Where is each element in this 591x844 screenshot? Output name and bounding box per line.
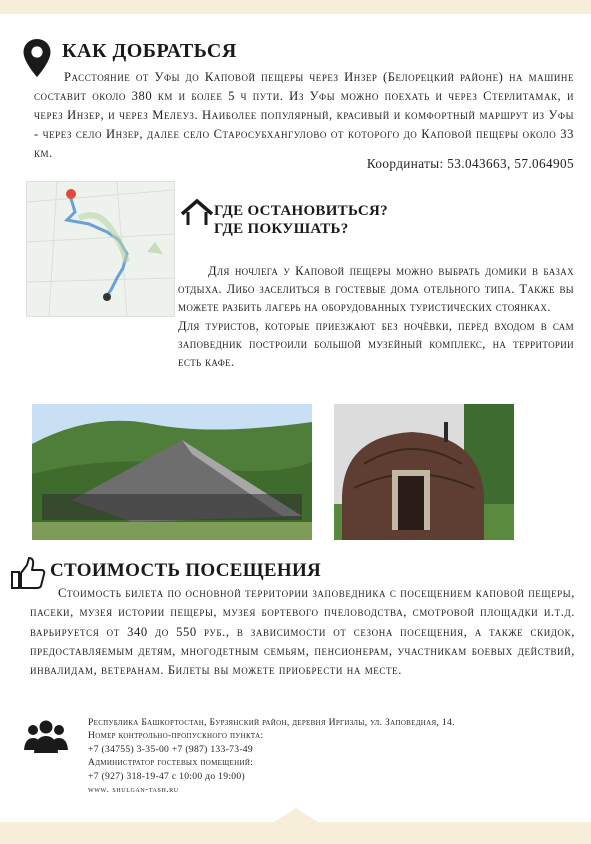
route-map-image: [26, 181, 175, 317]
how-paragraph: [34, 68, 574, 163]
stay-title-line2: ГДЕ ПОКУШАТЬ?: [214, 221, 349, 237]
cost-text: Стоимость билета по основной территории заповедника с посещением каповой пещеры, пасеки, музея истории пещеры, музея бортевого пчеловодства, смотровой площадки и.т.д. варьируется от 340 до 550 руб., в зависимости от сезона посещения, а также скидок, предоставляемым детям, многодетным семьям, пенсионерам, участникам боевых действий, инвалидам, ветеранам. Билеты вы можете приобрести на месте.: [30, 586, 575, 678]
museum-building-photo: [32, 404, 312, 540]
stay-title-line1: ГДЕ ОСТАНОВИТЬСЯ?: [214, 203, 388, 219]
section-title-stay: [214, 202, 388, 238]
bottom-notch: [274, 808, 318, 822]
dome-house-photo: [334, 404, 514, 540]
house-icon: [180, 198, 214, 226]
top-band: [0, 0, 591, 14]
checkpoint-label: Номер контрольно-пропускного пункта:: [88, 730, 264, 742]
admin-label: Администратор гостевых помещений:: [88, 757, 254, 769]
checkpoint-phones: +7 (34755) 3-35-00 +7 (987) 133-73-49: [88, 743, 254, 755]
stay-text-1: Для ночлега у Каповой пещеры можно выбрать домики в базах отдыха. Либо заселиться в гостевые дома отельного типа. Также вы можете разбить лагерь на оборудованных туристических стоянках.: [178, 264, 574, 315]
section-title-cost: СТОИМОСТЬ ПОСЕЩЕНИЯ: [50, 560, 322, 581]
contacts-block: [88, 716, 455, 796]
bottom-band: [0, 822, 591, 844]
stay-paragraph: [178, 262, 574, 371]
cost-paragraph: [30, 584, 575, 680]
admin-phone: +7 (927) 318-19-47 с 10:00 до 19:00): [88, 770, 245, 782]
contact-address: Республика Башкортостан, Бурзянский район, деревня Иргизлы, ул. Заповедная, 14.: [88, 717, 455, 728]
coordinates: Координаты: 53.043663, 57.064905: [366, 156, 574, 171]
people-group-icon: [24, 718, 68, 754]
section-title-how: КАК ДОБРАТЬСЯ: [62, 40, 237, 62]
website-link[interactable]: www. shulgan-tash.ru: [88, 784, 179, 795]
how-text: Расстояние от Уфы до Каповой пещеры через Инзер (Белорецкий районе) на машине составит около 380 км и более 5 ч пути. Из Уфы можно поехать и через Стерлитамак, и через Инзер, и через Мелеуз. Наиболее популярный, красивый и комфортный маршрут из Уфы - через село Инзер, далее село Старосубхангулово от которого до Каповой пещеры около 33 км.: [34, 70, 574, 160]
stay-text-2: Для туристов, которые приезжают без ночёвки, перед входом в сам заповедник построили большой музейный комплекс, на территории есть кафе.: [178, 318, 574, 370]
